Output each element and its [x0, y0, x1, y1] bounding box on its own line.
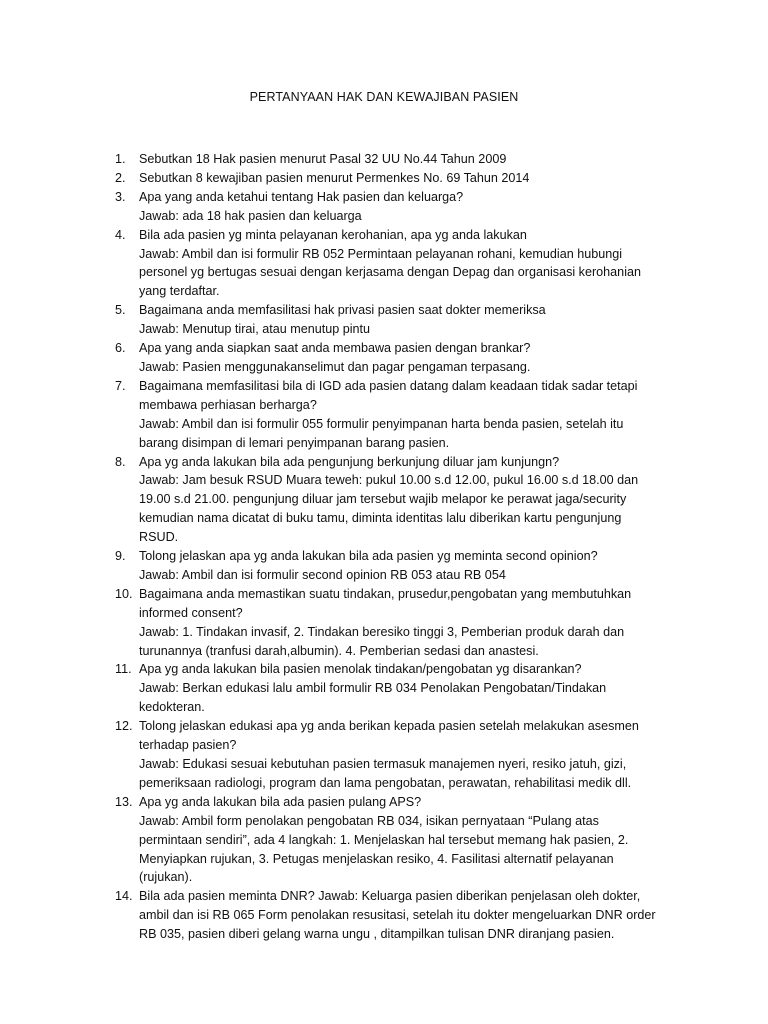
answer-text: Jawab: Ambil dan isi formulir RB 052 Permintaan pelayanan rohani, kemudian hubungi personel yg bertugas sesuai dengan kerjasama dengan Depag dan organisasi kerohanian yang terdaftar. [139, 246, 641, 299]
question-list [115, 150, 660, 944]
answer-text: Jawab: Ambil form penolakan pengobatan RB 034, isikan pernyataan “Pulang atas permintaan sendiri”, ada 4 langkah: 1. Menjelaskan hal tersebut memang hak pasien, 2. Menyiapkan rujukan, 3. Petugas menjelaskan resiko, 4. Fasilitasi alternatif pelayanan (rujukan). [139, 813, 629, 885]
question-text: Tolong jelaskan edukasi apa yg anda berikan kepada pasien setelah melakukan asesmen terhadap pasien? [139, 719, 639, 753]
item-number: 13. [115, 794, 133, 809]
question-text: Apa yg anda lakukan bila pasien menolak tindakan/pengobatan yg disarankan? [139, 662, 582, 677]
list-item [115, 717, 660, 793]
item-number: 12. [115, 719, 133, 734]
item-number: 1. [115, 152, 126, 166]
answer-text: Jawab: Edukasi sesuai kebutuhan pasien termasuk manajemen nyeri, resiko jatuh, gizi, pemeriksaan radiologi, program dan lama pengobatan, perawatan, rehabilitasi medik dll. [139, 757, 632, 790]
item-number: 6. [115, 341, 126, 356]
list-item [115, 887, 660, 944]
item-number: 3. [115, 189, 126, 204]
list-item [115, 793, 660, 888]
document-title: PERTANYAAN HAK DAN KEWAJIBAN PASIEN [249, 90, 519, 104]
item-number: 11. [115, 662, 132, 677]
question-text: Bagaimana anda memastikan suatu tindakan, prusedur,pengobatan yang membutuhkan informed consent? [139, 586, 632, 620]
item-number: 10. [115, 586, 133, 601]
list-item [115, 547, 660, 585]
list-item [115, 150, 660, 169]
question-text: Bila ada pasien yg minta pelayanan kerohanian, apa yg anda lakukan [139, 227, 527, 242]
list-item [115, 226, 660, 302]
item-number: 5. [115, 303, 126, 318]
item-number: 2. [115, 170, 126, 185]
list-item [115, 188, 660, 226]
list-item [115, 339, 660, 377]
answer-text: Jawab: Jam besuk RSUD Muara teweh: pukul 10.00 s.d 12.00, pukul 16.00 s.d 18.00 dan 19.00 s.d 21.00. pengunjung diluar jam tersebut wajib melapor ke perawat jaga/security kemudian nama dicatat di buku tamu, diminta identitas lalu diberikan kartu pengunjung RSUD. [139, 473, 639, 545]
answer-text: Jawab: Ambil dan isi formulir 055 formulir penyimpanan harta benda pasien, setelah itu barang disimpan di lemari penyimpanan barang pasien. [139, 416, 624, 450]
list-item [115, 585, 660, 661]
answer-text: Jawab: Menutup tirai, atau menutup pintu [139, 322, 371, 337]
question-text: Apa yg anda lakukan bila ada pasien pulang APS? [139, 794, 422, 809]
item-number: 7. [115, 378, 126, 393]
question-text: Bagaimana anda memfasilitasi hak privasi pasien saat dokter memeriksa [139, 303, 546, 318]
answer-text: Jawab: ada 18 hak pasien dan keluarga [139, 208, 362, 223]
item-number: 8. [115, 454, 126, 469]
list-item [115, 377, 660, 453]
answer-text: Jawab: Berkan edukasi lalu ambil formulir RB 034 Penolakan Pengobatan/Tindakan kedokteran. [139, 681, 607, 715]
answer-text: Jawab: Ambil dan isi formulir second opinion RB 053 atau RB 054 [139, 567, 506, 582]
question-text: Sebutkan 8 kewajiban pasien menurut Permenkes No. 69 Tahun 2014 [139, 170, 530, 185]
question-text: Bagaimana memfasilitasi bila di IGD ada pasien datang dalam keadaan tidak sadar tetapi membawa perhiasan berharga? [139, 378, 638, 412]
question-text: Apa yg anda lakukan bila ada pengunjung berkunjung diluar jam kunjungn? [139, 454, 560, 469]
question-text: Apa yang anda siapkan saat anda membawa pasien dengan brankar? [139, 341, 531, 356]
item-number: 4. [115, 227, 126, 242]
answer-text: Jawab: Pasien menggunakanselimut dan pagar pengaman terpasang. [139, 359, 531, 374]
answer-text: Jawab: 1. Tindakan invasif, 2. Tindakan beresiko tinggi 3, Pemberian produk darah dan turunannya (tranfusi darah,albumin). 4. Pemberian sedasi dan anastesi. [139, 624, 625, 658]
question-text: Apa yang anda ketahui tentang Hak pasien dan keluarga? [139, 189, 464, 204]
list-item [115, 301, 660, 339]
list-item [115, 453, 660, 548]
item-number: 14. [115, 889, 133, 904]
question-text: Bila ada pasien meminta DNR? Jawab: Keluarga pasien diberikan penjelasan oleh dokter, ambil dan isi RB 065 Form penolakan resusitasi, setelah itu dokter mengeluarkan DNR order RB 035, pasien diberi gelang warna ungu , ditampilkan tulisan DNR diranjang pasien. [139, 889, 656, 942]
item-number: 9. [115, 549, 126, 564]
question-text: Tolong jelaskan apa yg anda lakukan bila ada pasien yg meminta second opinion? [139, 549, 598, 564]
list-item [115, 660, 660, 717]
question-text: Sebutkan 18 Hak pasien menurut Pasal 32 UU No.44 Tahun 2009 [139, 152, 507, 166]
list-item [115, 169, 660, 188]
